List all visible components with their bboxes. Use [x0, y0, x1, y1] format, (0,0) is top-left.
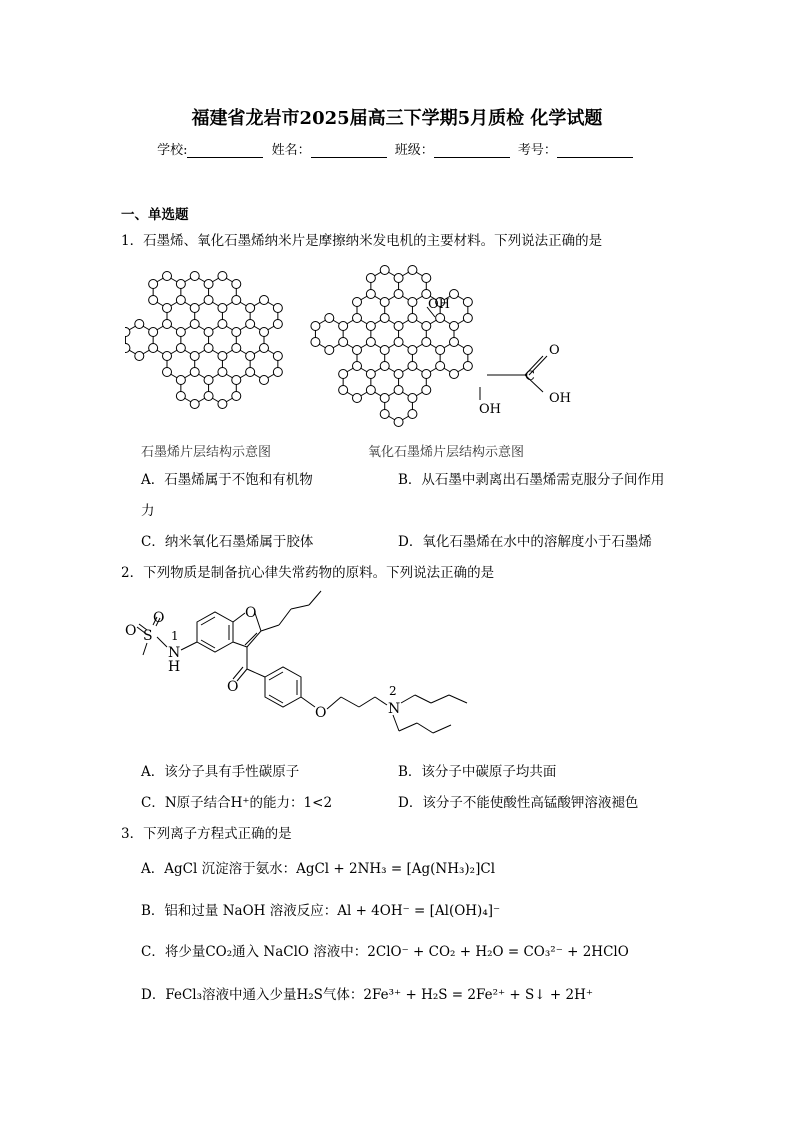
q2-option-c[interactable]: C．N原子结合H⁺的能力：1<2 [141, 795, 333, 811]
carbon-atom-node [190, 320, 199, 329]
carbon-atom-node [380, 346, 389, 355]
carbon-atom-node [273, 320, 282, 329]
carbon-atom-node [125, 344, 130, 353]
q2-option-b[interactable]: B．该分子中碳原子均共面 [398, 764, 557, 780]
atom-label-n: N [388, 701, 401, 717]
carbon-atom-node [380, 410, 389, 419]
carbon-atom-node [408, 298, 417, 307]
carbon-atom-node [218, 304, 227, 313]
atom-number-label: 2 [389, 684, 397, 698]
carbon-atom-node [463, 298, 472, 307]
carbon-atom-node [408, 410, 417, 419]
carbon-atom-node [449, 370, 458, 379]
oh-label: OH [479, 402, 501, 417]
carbon-atom-node [190, 368, 199, 377]
class-blank [434, 143, 510, 158]
carbon-atom-node [353, 298, 362, 307]
q1-option-b-cont: 力 [141, 503, 155, 519]
carbon-atom-node [380, 394, 389, 403]
carbon-atom-node [353, 362, 362, 371]
carbon-atom-node [176, 392, 185, 401]
carbon-atom-node [149, 296, 158, 305]
q2-option-a[interactable]: A．该分子具有手性碳原子 [141, 764, 300, 780]
carbon-atom-node [273, 368, 282, 377]
q3-option-a[interactable]: A．AgCl 沉淀溶于氨水：AgCl + 2NH₃ = [Ag(NH₃)₂]Cl [141, 861, 496, 877]
carbon-atom-node [353, 394, 362, 403]
carbon-atom-node [125, 328, 130, 337]
carbon-atom-node [163, 352, 172, 361]
carbon-atom-node [449, 322, 458, 331]
carbon-atom-node [259, 344, 268, 353]
q1-option-d[interactable]: D．氧化石墨烯在水中的溶解度小于石墨烯 [398, 534, 652, 550]
carbon-label: C [525, 369, 535, 384]
section-title: 一、单选题 [121, 207, 189, 223]
atom-label-h: H [168, 659, 181, 675]
carbon-atom-node [366, 370, 375, 379]
carbon-atom-node [394, 370, 403, 379]
carbon-atom-node [311, 322, 320, 331]
oh-label: OH [549, 391, 571, 406]
carbon-atom-node [232, 328, 241, 337]
carbon-atom-node [422, 386, 431, 395]
carbon-atom-node [149, 328, 158, 337]
carbon-atom-node [163, 304, 172, 313]
carbon-atom-node [232, 280, 241, 289]
carbon-atom-node [190, 272, 199, 281]
carbon-atom-node [408, 394, 417, 403]
q3-option-b[interactable]: B．铝和过量 NaOH 溶液反应：Al + 4OH⁻ = [Al(OH)₄]⁻ [141, 903, 501, 919]
carbon-atom-node [380, 314, 389, 323]
carbon-atom-node [366, 322, 375, 331]
school-label: 学校: [157, 143, 188, 158]
carbon-atom-node [218, 352, 227, 361]
carbon-atom-node [408, 346, 417, 355]
carbon-atom-node [232, 376, 241, 385]
carbon-atom-node [436, 314, 445, 323]
carbon-atom-node [176, 280, 185, 289]
carbon-atom-node [259, 376, 268, 385]
drug-molecule-structure [115, 585, 485, 750]
carbon-atom-node [204, 296, 213, 305]
name-blank [311, 143, 387, 158]
carbon-atom-node [339, 322, 348, 331]
carbon-atom-node [311, 338, 320, 347]
graphene-oxide-lattice [311, 266, 472, 427]
carbon-atom-node [246, 368, 255, 377]
school-blank [187, 143, 263, 158]
exam-no-label: 考号： [517, 143, 557, 158]
carbon-atom-node [204, 376, 213, 385]
graphene-lattice [125, 272, 282, 409]
carbon-atom-node [380, 362, 389, 371]
carbon-atom-node [366, 338, 375, 347]
carbon-atom-node [246, 352, 255, 361]
oh-label: OH [428, 297, 450, 312]
carbon-atom-node [422, 338, 431, 347]
carbon-atom-node [246, 320, 255, 329]
q1-option-a[interactable]: A．石墨烯属于不饱和有机物 [141, 472, 313, 488]
carbon-atom-node [163, 368, 172, 377]
carbon-atom-node [218, 320, 227, 329]
carbon-atom-node [422, 370, 431, 379]
q2-option-d[interactable]: D．该分子不能使酸性高锰酸钾溶液褪色 [398, 795, 639, 811]
carbon-atom-node [218, 400, 227, 409]
carbon-atom-node [339, 386, 348, 395]
carbon-atom-node [366, 386, 375, 395]
carbon-atom-node [325, 314, 334, 323]
carbon-atom-node [149, 280, 158, 289]
carbon-atom-node [232, 344, 241, 353]
carbon-atom-node [449, 338, 458, 347]
carbon-atom-node [422, 274, 431, 283]
carbon-atom-node [408, 362, 417, 371]
name-label: 姓名： [271, 143, 311, 158]
carbon-atom-node [366, 274, 375, 283]
carbon-atom-node [339, 370, 348, 379]
carbon-atom-node [218, 272, 227, 281]
carbon-atom-node [163, 272, 172, 281]
atom-label-o: O [125, 623, 137, 639]
carbon-atom-node [176, 328, 185, 337]
graphene-figures [125, 252, 665, 442]
atom-label-o: O [153, 610, 165, 626]
carbon-atom-node [273, 352, 282, 361]
q1-option-c[interactable]: C．纳米氧化石墨烯属于胶体 [141, 534, 314, 550]
carbon-atom-node [380, 298, 389, 307]
atom-label-n: N [168, 645, 181, 661]
carbon-atom-node [259, 296, 268, 305]
carbon-atom-node [353, 346, 362, 355]
carbon-atom-node [353, 314, 362, 323]
carbon-atom-node [204, 328, 213, 337]
q1-option-b[interactable]: B．从石墨中剥离出石墨烯需克服分子间作用 [398, 472, 665, 488]
carbon-atom-node [394, 290, 403, 299]
carbon-atom-node [380, 266, 389, 275]
carbon-atom-node [394, 418, 403, 427]
carbon-atom-node [232, 296, 241, 305]
carbon-atom-node [135, 352, 144, 361]
oxygen-label: O [549, 343, 560, 358]
q3-option-d[interactable]: D．FeCl₃溶液中通入少量H₂S气体：2Fe³⁺ + H₂S = 2Fe²⁺ + S↓ + 2H⁺ [141, 987, 593, 1003]
carbon-atom-node [394, 322, 403, 331]
carbon-atom-node [232, 392, 241, 401]
carbon-atom-node [190, 304, 199, 313]
carbon-atom-node [394, 274, 403, 283]
carbon-atom-node [246, 304, 255, 313]
q3-option-c[interactable]: C．将少量CO₂通入 NaClO 溶液中：2ClO⁻ + CO₂ + H₂O = CO₃²⁻ + 2HClO [141, 944, 629, 960]
carbon-atom-node [273, 304, 282, 313]
carbon-atom-node [190, 352, 199, 361]
carbon-atom-node [325, 346, 334, 355]
carbon-atom-node [394, 338, 403, 347]
carbon-atom-node [190, 400, 199, 409]
carbon-atom-node [463, 314, 472, 323]
student-info-line [0, 139, 794, 158]
carbon-atom-node [394, 386, 403, 395]
q2-stem: 2．下列物质是制备抗心律失常药物的原料。下列说法正确的是 [121, 565, 495, 581]
carbon-atom-node [204, 392, 213, 401]
carbon-atom-node [422, 322, 431, 331]
exam-no-blank [557, 143, 633, 158]
carbon-atom-node [176, 376, 185, 385]
class-label: 班级： [394, 143, 434, 158]
carbon-atom-node [366, 290, 375, 299]
page-title: 福建省龙岩市2025届高三下学期5月质检 化学试题 [191, 108, 603, 129]
carbon-atom-node [204, 280, 213, 289]
fig1-caption: 石墨烯片层结构示意图 [141, 445, 272, 460]
carbon-atom-node [339, 338, 348, 347]
atom-number-label: 1 [171, 629, 179, 643]
carbon-atom-node [135, 320, 144, 329]
carbon-atom-node [149, 344, 158, 353]
carbon-atom-node [436, 346, 445, 355]
carbon-atom-node [408, 314, 417, 323]
carbon-atom-node [436, 362, 445, 371]
atom-label-o: O [227, 679, 239, 695]
carbon-atom-node [463, 346, 472, 355]
carbon-atom-node [176, 344, 185, 353]
atom-label-s: S [143, 628, 153, 644]
carbon-atom-node [176, 296, 185, 305]
carbon-atom-node [204, 344, 213, 353]
atom-label-o: O [315, 705, 327, 721]
carbon-atom-node [259, 328, 268, 337]
carbon-atom-node [218, 368, 227, 377]
atom-label-o: O [245, 605, 257, 621]
carbon-atom-node [163, 320, 172, 329]
q1-stem: 1．石墨烯、氧化石墨烯纳米片是摩擦纳米发电机的主要材料。下列说法正确的是 [121, 233, 603, 249]
fig2-caption: 氧化石墨烯片层结构示意图 [368, 445, 525, 460]
carbon-atom-node [463, 362, 472, 371]
q3-stem: 3．下列离子方程式正确的是 [121, 826, 292, 842]
carbon-atom-node [449, 290, 458, 299]
carbon-atom-node [408, 266, 417, 275]
